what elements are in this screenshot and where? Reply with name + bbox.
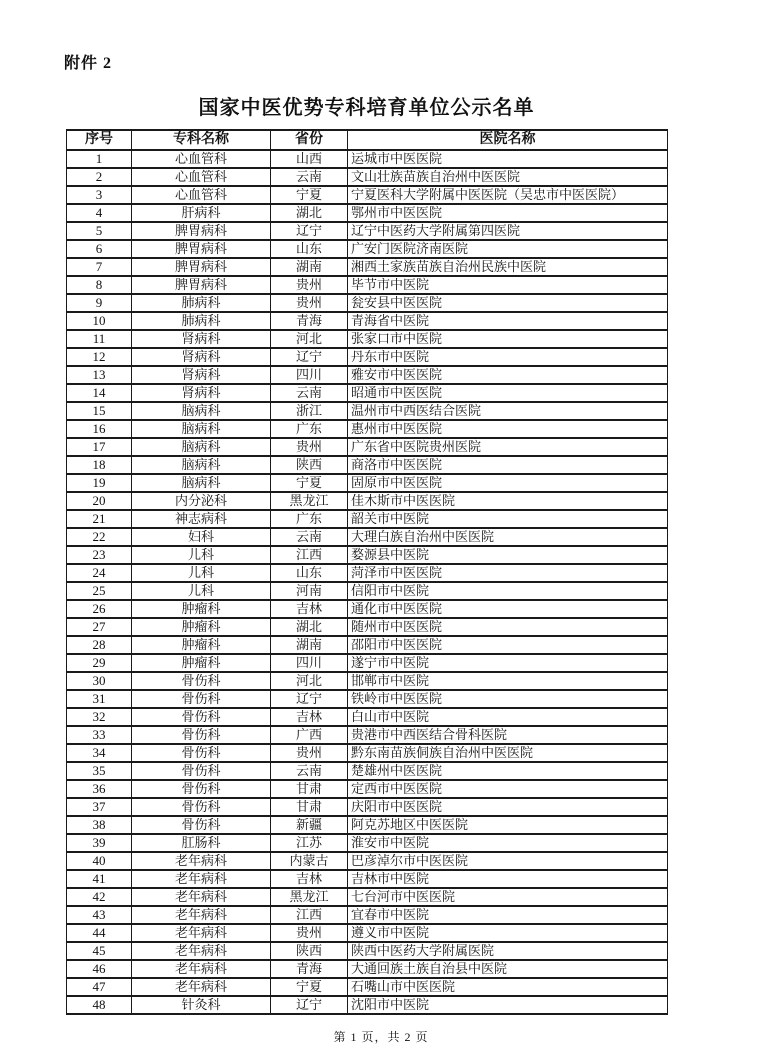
cell-hospital: 辽宁中医药大学附属第四医院 <box>348 222 668 240</box>
table-row <box>67 708 668 726</box>
table-row <box>67 294 668 312</box>
cell-hospital: 青海省中医院 <box>348 312 668 330</box>
cell-specialty: 肾病科 <box>132 366 271 384</box>
cell-hospital: 菏泽市中医医院 <box>348 564 668 582</box>
cell-hospital: 文山壮族苗族自治州中医医院 <box>348 168 668 186</box>
cell-hospital: 信阳市中医院 <box>348 582 668 600</box>
cell-index: 13 <box>67 366 132 384</box>
cell-hospital: 白山市中医院 <box>348 708 668 726</box>
cell-province: 山西 <box>271 150 348 168</box>
cell-hospital: 广安门医院济南医院 <box>348 240 668 258</box>
cell-hospital: 丹东市中医院 <box>348 348 668 366</box>
cell-index: 41 <box>67 870 132 888</box>
cell-index: 37 <box>67 798 132 816</box>
cell-specialty: 骨伤科 <box>132 672 271 690</box>
cell-index: 20 <box>67 492 132 510</box>
cell-hospital: 吉林市中医院 <box>348 870 668 888</box>
cell-hospital: 沈阳市中医院 <box>348 996 668 1014</box>
cell-index: 7 <box>67 258 132 276</box>
cell-hospital: 昭通市中医医院 <box>348 384 668 402</box>
cell-specialty: 肿瘤科 <box>132 636 271 654</box>
cell-hospital: 阿克苏地区中医医院 <box>348 816 668 834</box>
cell-hospital: 贵港市中西医结合骨科医院 <box>348 726 668 744</box>
cell-specialty: 儿科 <box>132 546 271 564</box>
cell-province: 贵州 <box>271 276 348 294</box>
table-row <box>67 816 668 834</box>
cell-hospital: 瓮安县中医医院 <box>348 294 668 312</box>
table-row <box>67 996 668 1014</box>
cell-index: 21 <box>67 510 132 528</box>
table-row <box>67 852 668 870</box>
table-row <box>67 618 668 636</box>
cell-index: 19 <box>67 474 132 492</box>
cell-hospital: 大理白族自治州中医医院 <box>348 528 668 546</box>
cell-specialty: 儿科 <box>132 564 271 582</box>
cell-province: 宁夏 <box>271 978 348 996</box>
cell-specialty: 脑病科 <box>132 438 271 456</box>
cell-hospital: 随州市中医医院 <box>348 618 668 636</box>
cell-hospital: 雅安市中医医院 <box>348 366 668 384</box>
table-row <box>67 960 668 978</box>
table-row <box>67 924 668 942</box>
cell-specialty: 脑病科 <box>132 474 271 492</box>
cell-index: 6 <box>67 240 132 258</box>
table-row <box>67 834 668 852</box>
cell-province: 云南 <box>271 528 348 546</box>
cell-specialty: 老年病科 <box>132 888 271 906</box>
table-row <box>67 798 668 816</box>
cell-specialty: 脾胃病科 <box>132 258 271 276</box>
cell-index: 22 <box>67 528 132 546</box>
cell-specialty: 针灸科 <box>132 996 271 1014</box>
cell-province: 陕西 <box>271 456 348 474</box>
cell-province: 山东 <box>271 564 348 582</box>
cell-index: 24 <box>67 564 132 582</box>
cell-specialty: 脾胃病科 <box>132 240 271 258</box>
table-row <box>67 906 668 924</box>
table-row <box>67 528 668 546</box>
table-row <box>67 780 668 798</box>
cell-province: 贵州 <box>271 744 348 762</box>
cell-hospital: 楚雄州中医医院 <box>348 762 668 780</box>
cell-index: 40 <box>67 852 132 870</box>
cell-index: 43 <box>67 906 132 924</box>
table-row <box>67 474 668 492</box>
cell-province: 陕西 <box>271 942 348 960</box>
attachment-label: 附件 2 <box>64 55 113 72</box>
cell-specialty: 脑病科 <box>132 456 271 474</box>
column-header-hospital: 医院名称 <box>348 130 668 150</box>
cell-province: 新疆 <box>271 816 348 834</box>
cell-index: 16 <box>67 420 132 438</box>
cell-hospital: 七台河市中医医院 <box>348 888 668 906</box>
table-row <box>67 510 668 528</box>
cell-province: 青海 <box>271 960 348 978</box>
cell-province: 河北 <box>271 672 348 690</box>
table-row <box>67 582 668 600</box>
table-row <box>67 726 668 744</box>
cell-province: 贵州 <box>271 438 348 456</box>
cell-province: 辽宁 <box>271 222 348 240</box>
cell-index: 9 <box>67 294 132 312</box>
cell-specialty: 肺病科 <box>132 312 271 330</box>
cell-index: 39 <box>67 834 132 852</box>
cell-province: 江西 <box>271 546 348 564</box>
cell-index: 3 <box>67 186 132 204</box>
cell-hospital: 鄂州市中医医院 <box>348 204 668 222</box>
table-row <box>67 672 668 690</box>
cell-province: 湖南 <box>271 258 348 276</box>
cell-specialty: 肝病科 <box>132 204 271 222</box>
cell-index: 11 <box>67 330 132 348</box>
cell-province: 黑龙江 <box>271 492 348 510</box>
table-row <box>67 744 668 762</box>
cell-specialty: 脑病科 <box>132 420 271 438</box>
cell-specialty: 骨伤科 <box>132 744 271 762</box>
cell-province: 黑龙江 <box>271 888 348 906</box>
cell-specialty: 心血管科 <box>132 186 271 204</box>
cell-specialty: 老年病科 <box>132 942 271 960</box>
table-row <box>67 942 668 960</box>
cell-specialty: 骨伤科 <box>132 780 271 798</box>
cell-hospital: 邵阳市中医医院 <box>348 636 668 654</box>
cell-index: 27 <box>67 618 132 636</box>
cell-province: 吉林 <box>271 870 348 888</box>
table-row <box>67 978 668 996</box>
cell-province: 甘肃 <box>271 780 348 798</box>
cell-index: 28 <box>67 636 132 654</box>
cell-specialty: 心血管科 <box>132 168 271 186</box>
cell-hospital: 湘西土家族苗族自治州民族中医院 <box>348 258 668 276</box>
table-row <box>67 456 668 474</box>
table-row <box>67 384 668 402</box>
table-body <box>67 150 668 1014</box>
cell-province: 广西 <box>271 726 348 744</box>
cell-index: 32 <box>67 708 132 726</box>
cell-hospital: 佳木斯市中医医院 <box>348 492 668 510</box>
cell-specialty: 老年病科 <box>132 870 271 888</box>
cell-province: 广东 <box>271 510 348 528</box>
cell-hospital: 温州市中西医结合医院 <box>348 402 668 420</box>
cell-province: 吉林 <box>271 708 348 726</box>
cell-index: 42 <box>67 888 132 906</box>
cell-index: 5 <box>67 222 132 240</box>
cell-specialty: 心血管科 <box>132 150 271 168</box>
cell-specialty: 肿瘤科 <box>132 618 271 636</box>
cell-hospital: 固原市中医医院 <box>348 474 668 492</box>
cell-specialty: 骨伤科 <box>132 762 271 780</box>
cell-province: 辽宁 <box>271 996 348 1014</box>
cell-hospital: 遂宁市中医院 <box>348 654 668 672</box>
table-row <box>67 402 668 420</box>
cell-hospital: 运城市中医医院 <box>348 150 668 168</box>
cell-index: 30 <box>67 672 132 690</box>
cell-specialty: 骨伤科 <box>132 798 271 816</box>
cell-hospital: 通化市中医医院 <box>348 600 668 618</box>
table-header-row <box>67 130 668 150</box>
cell-specialty: 妇科 <box>132 528 271 546</box>
cell-index: 25 <box>67 582 132 600</box>
cell-index: 48 <box>67 996 132 1014</box>
cell-specialty: 骨伤科 <box>132 726 271 744</box>
cell-specialty: 骨伤科 <box>132 708 271 726</box>
cell-index: 17 <box>67 438 132 456</box>
cell-hospital: 铁岭市中医医院 <box>348 690 668 708</box>
cell-hospital: 韶关市中医院 <box>348 510 668 528</box>
table-row <box>67 150 668 168</box>
cell-province: 江西 <box>271 906 348 924</box>
cell-index: 33 <box>67 726 132 744</box>
page-number-footer: 第 1 页，共 2 页 <box>333 1030 429 1044</box>
cell-hospital: 宁夏医科大学附属中医医院（吴忠市中医医院） <box>348 186 668 204</box>
cell-hospital: 陕西中医药大学附属医院 <box>348 942 668 960</box>
cell-specialty: 肾病科 <box>132 384 271 402</box>
cell-index: 2 <box>67 168 132 186</box>
table-row <box>67 564 668 582</box>
cell-province: 四川 <box>271 654 348 672</box>
cell-specialty: 神志病科 <box>132 510 271 528</box>
cell-province: 内蒙古 <box>271 852 348 870</box>
cell-hospital: 张家口市中医院 <box>348 330 668 348</box>
cell-province: 湖南 <box>271 636 348 654</box>
cell-index: 44 <box>67 924 132 942</box>
cell-index: 8 <box>67 276 132 294</box>
cell-index: 45 <box>67 942 132 960</box>
cell-index: 15 <box>67 402 132 420</box>
cell-province: 广东 <box>271 420 348 438</box>
cell-index: 34 <box>67 744 132 762</box>
cell-province: 辽宁 <box>271 348 348 366</box>
cell-index: 26 <box>67 600 132 618</box>
cell-province: 江苏 <box>271 834 348 852</box>
cell-specialty: 肾病科 <box>132 330 271 348</box>
cell-province: 湖北 <box>271 204 348 222</box>
cell-hospital: 婺源县中医院 <box>348 546 668 564</box>
cell-hospital: 宜春市中医院 <box>348 906 668 924</box>
cell-province: 河南 <box>271 582 348 600</box>
table-row <box>67 330 668 348</box>
table-row <box>67 366 668 384</box>
cell-index: 29 <box>67 654 132 672</box>
table-row <box>67 276 668 294</box>
table-row <box>67 204 668 222</box>
table-row <box>67 690 668 708</box>
cell-province: 宁夏 <box>271 186 348 204</box>
table-row <box>67 654 668 672</box>
cell-index: 31 <box>67 690 132 708</box>
cell-province: 贵州 <box>271 924 348 942</box>
cell-specialty: 肾病科 <box>132 348 271 366</box>
cell-hospital: 黔东南苗族侗族自治州中医医院 <box>348 744 668 762</box>
cell-hospital: 巴彦淖尔市中医医院 <box>348 852 668 870</box>
table-row <box>67 258 668 276</box>
cell-specialty: 骨伤科 <box>132 690 271 708</box>
cell-specialty: 老年病科 <box>132 978 271 996</box>
cell-hospital: 惠州市中医医院 <box>348 420 668 438</box>
table-row <box>67 600 668 618</box>
table-row <box>67 492 668 510</box>
cell-province: 甘肃 <box>271 798 348 816</box>
cell-province: 四川 <box>271 366 348 384</box>
cell-province: 云南 <box>271 384 348 402</box>
column-header-specialty: 专科名称 <box>132 130 271 150</box>
cell-index: 4 <box>67 204 132 222</box>
cell-index: 10 <box>67 312 132 330</box>
cell-specialty: 儿科 <box>132 582 271 600</box>
cell-hospital: 广东省中医院贵州医院 <box>348 438 668 456</box>
table-row <box>67 438 668 456</box>
cell-specialty: 老年病科 <box>132 924 271 942</box>
column-header-province: 省份 <box>271 130 348 150</box>
cell-hospital: 石嘴山市中医医院 <box>348 978 668 996</box>
cell-province: 青海 <box>271 312 348 330</box>
table-row <box>67 240 668 258</box>
cell-province: 河北 <box>271 330 348 348</box>
table-row <box>67 312 668 330</box>
cell-index: 14 <box>67 384 132 402</box>
roster-table <box>66 129 668 1015</box>
table-row <box>67 870 668 888</box>
column-header-index: 序号 <box>67 130 132 150</box>
cell-specialty: 肿瘤科 <box>132 654 271 672</box>
cell-hospital: 淮安市中医院 <box>348 834 668 852</box>
cell-specialty: 内分泌科 <box>132 492 271 510</box>
cell-hospital: 大通回族土族自治县中医院 <box>348 960 668 978</box>
cell-province: 辽宁 <box>271 690 348 708</box>
table-row <box>67 888 668 906</box>
cell-province: 贵州 <box>271 294 348 312</box>
cell-specialty: 肺病科 <box>132 294 271 312</box>
cell-province: 吉林 <box>271 600 348 618</box>
cell-index: 23 <box>67 546 132 564</box>
cell-hospital: 庆阳市中医医院 <box>348 798 668 816</box>
cell-hospital: 商洛市中医医院 <box>348 456 668 474</box>
cell-specialty: 老年病科 <box>132 906 271 924</box>
cell-hospital: 定西市中医医院 <box>348 780 668 798</box>
cell-index: 35 <box>67 762 132 780</box>
cell-index: 18 <box>67 456 132 474</box>
cell-specialty: 脾胃病科 <box>132 222 271 240</box>
table-row <box>67 762 668 780</box>
table-row <box>67 420 668 438</box>
table-row <box>67 546 668 564</box>
cell-province: 宁夏 <box>271 474 348 492</box>
cell-specialty: 肿瘤科 <box>132 600 271 618</box>
cell-province: 湖北 <box>271 618 348 636</box>
table-row <box>67 636 668 654</box>
cell-specialty: 老年病科 <box>132 852 271 870</box>
cell-index: 47 <box>67 978 132 996</box>
table-row <box>67 222 668 240</box>
page-title: 国家中医优势专科培育单位公示名单 <box>198 97 535 119</box>
cell-index: 38 <box>67 816 132 834</box>
cell-specialty: 脾胃病科 <box>132 276 271 294</box>
cell-province: 浙江 <box>271 402 348 420</box>
cell-hospital: 遵义市中医院 <box>348 924 668 942</box>
cell-specialty: 肛肠科 <box>132 834 271 852</box>
cell-index: 12 <box>67 348 132 366</box>
cell-province: 云南 <box>271 168 348 186</box>
cell-index: 1 <box>67 150 132 168</box>
cell-province: 山东 <box>271 240 348 258</box>
cell-specialty: 老年病科 <box>132 960 271 978</box>
cell-specialty: 骨伤科 <box>132 816 271 834</box>
cell-index: 46 <box>67 960 132 978</box>
cell-index: 36 <box>67 780 132 798</box>
cell-hospital: 毕节市中医院 <box>348 276 668 294</box>
cell-specialty: 脑病科 <box>132 402 271 420</box>
table-row <box>67 348 668 366</box>
table-row <box>67 186 668 204</box>
table-row <box>67 168 668 186</box>
cell-hospital: 邯郸市中医院 <box>348 672 668 690</box>
cell-province: 云南 <box>271 762 348 780</box>
